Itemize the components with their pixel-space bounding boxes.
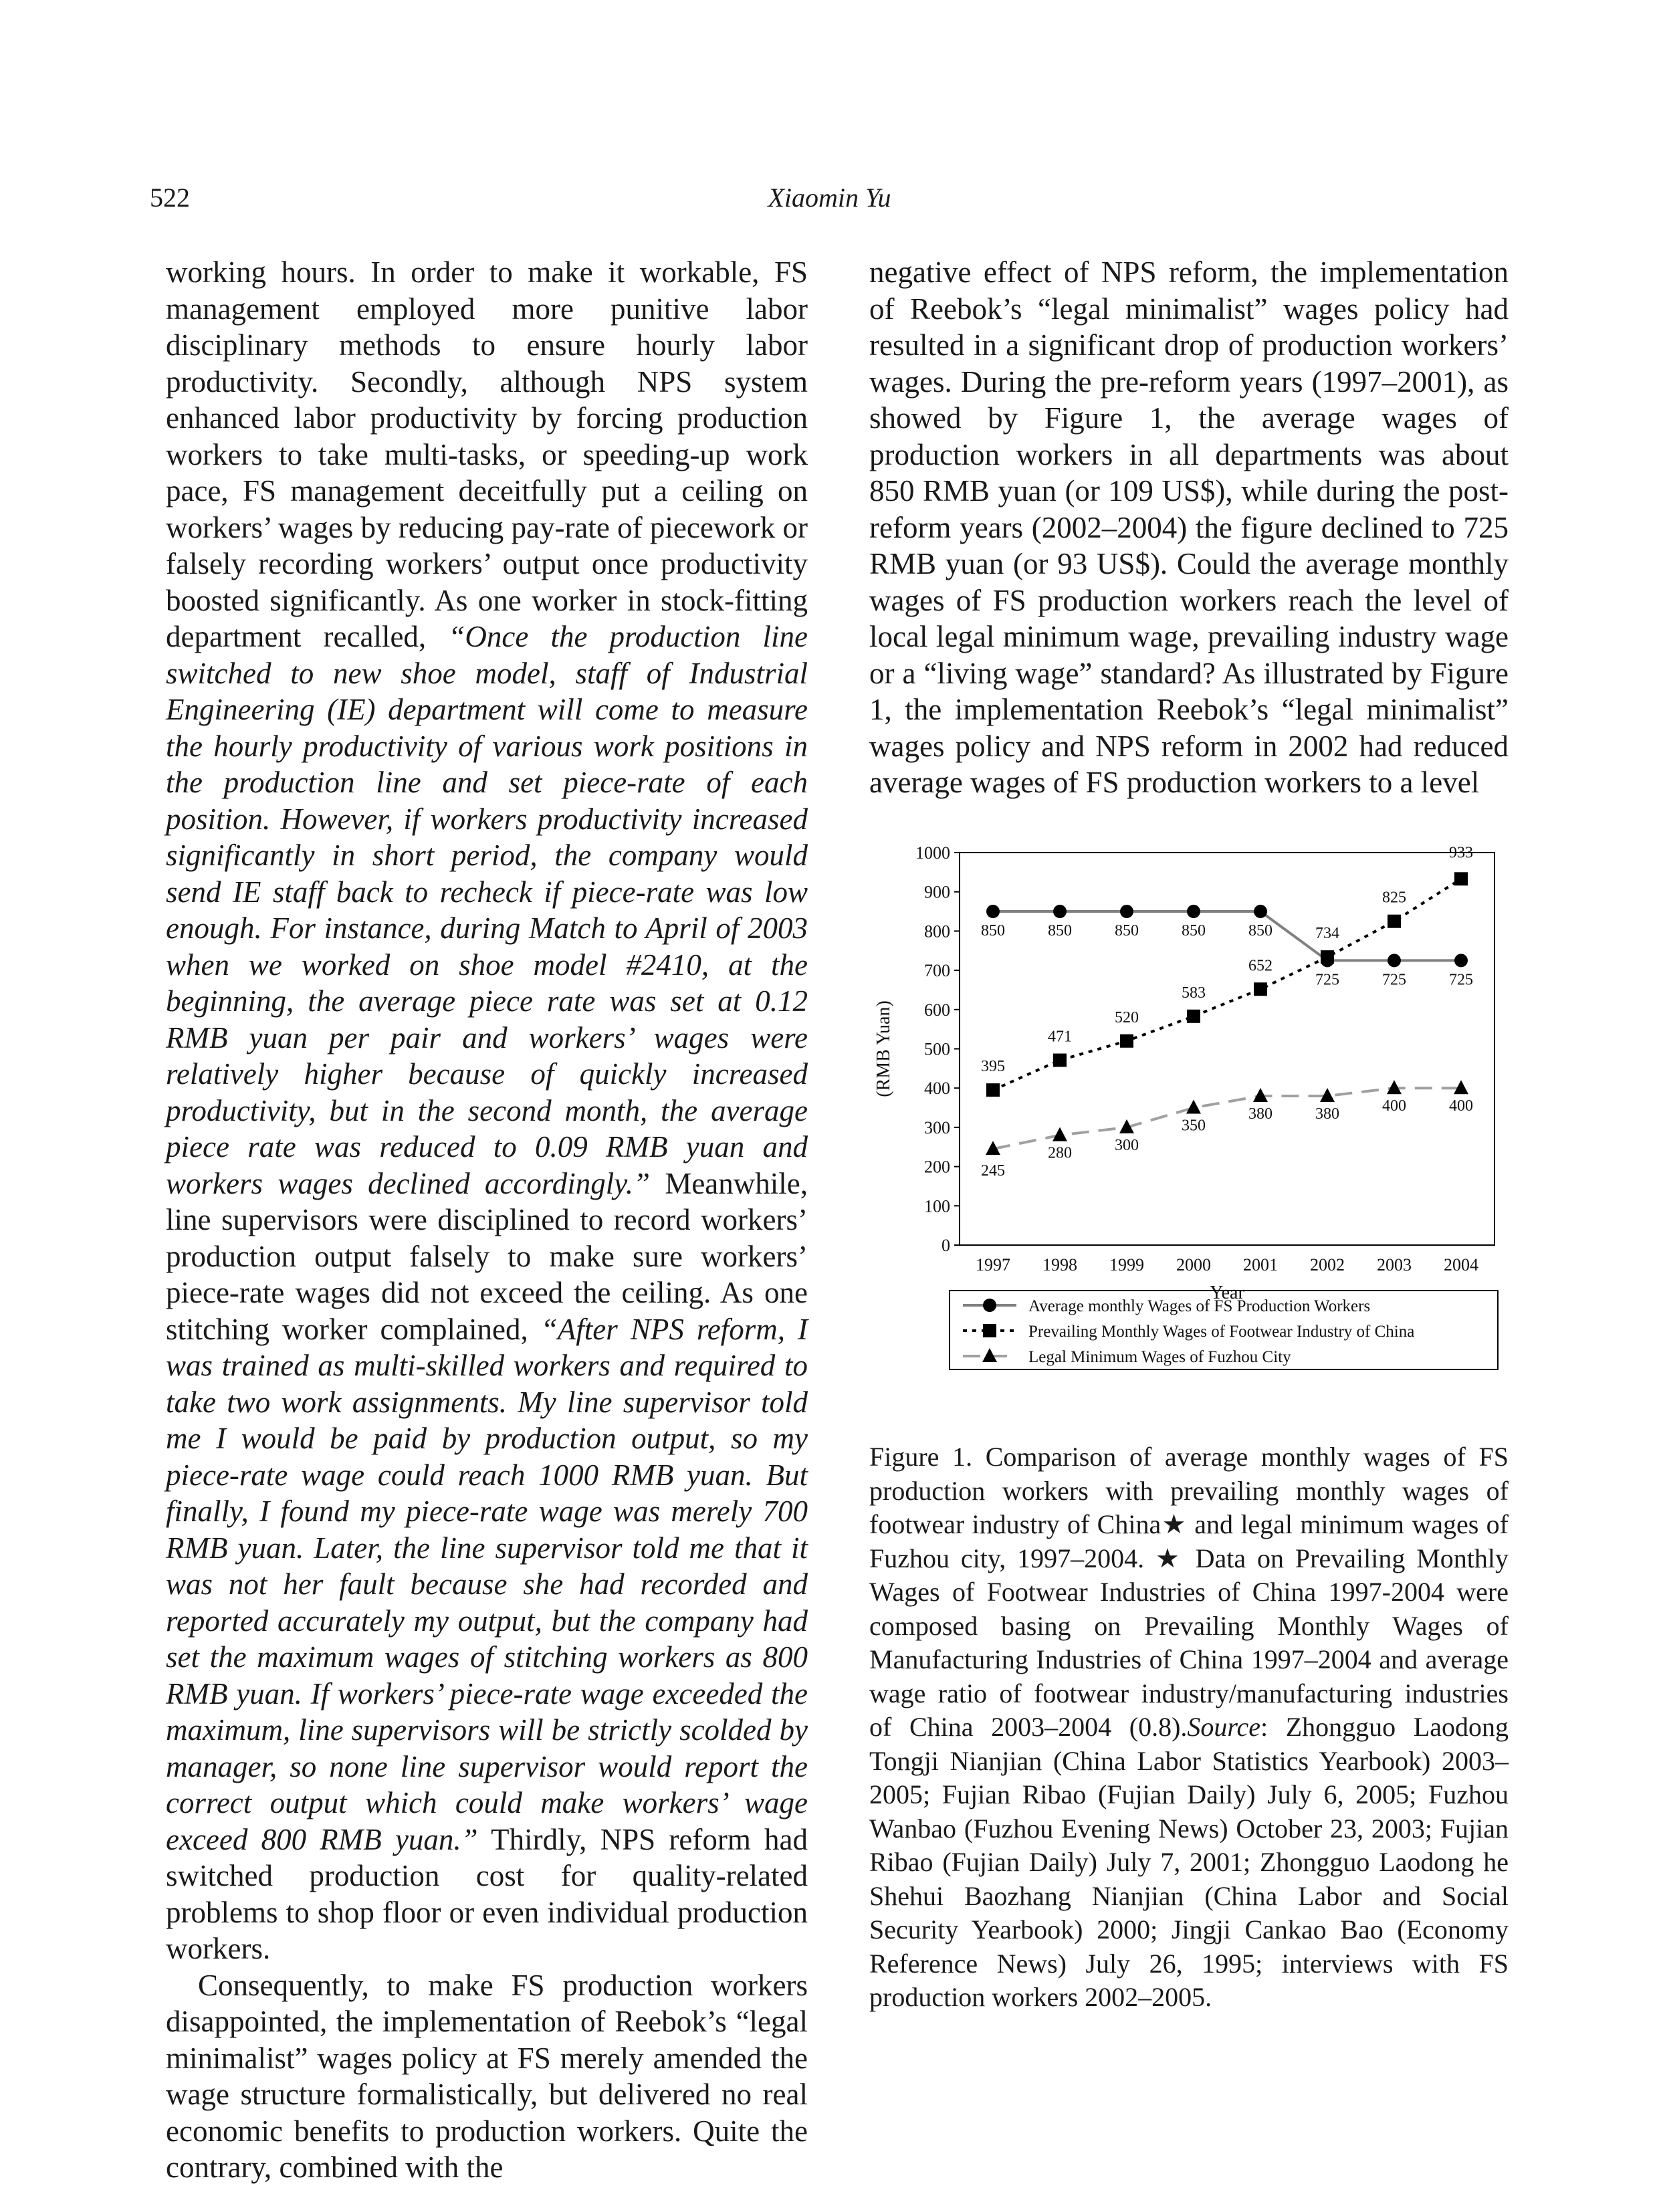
y-tick-label: 800: [924, 921, 950, 942]
y-tick-label: 100: [924, 1196, 950, 1216]
data-point-circle: [1254, 905, 1267, 918]
data-point-square: [1454, 872, 1468, 885]
data-label: 725: [1315, 971, 1339, 989]
left-paragraph-1: [166, 254, 808, 1967]
x-tick-label: 1998: [1042, 1255, 1077, 1275]
data-label: 300: [1115, 1136, 1139, 1154]
data-label: 825: [1382, 889, 1406, 907]
data-point-circle: [1053, 905, 1067, 918]
data-point-circle: [1454, 954, 1468, 967]
data-point-triangle: [1186, 1100, 1201, 1114]
data-point-square: [1120, 1034, 1133, 1048]
left-text-1a: working hours. In order to make it workable, FS management employed more punitive labor disciplinary methods to ensure hourly labor productivity. Secondly, although NPS system enhanced labor productivity by forcing production workers to take multi-tasks, or speeding-up work pace, FS management deceitfully put a ceiling on workers’ wages by reducing pay-rate of piecework or falsely recording workers’ output once productivity boosted significantly. As one worker in stock-fitting department recalled,: [166, 255, 808, 653]
y-tick-label: 400: [924, 1079, 950, 1099]
data-point-square: [1187, 1010, 1200, 1023]
data-point-square: [986, 1083, 1000, 1097]
data-label: 850: [981, 922, 1005, 940]
worker-quote-1: “Once the production line switched to new shoe model, staff of Industrial Engineering (IE) department will come to measure the hourly productivity of various work positions in the production line and set piece-rate of each position. However, if workers productivity increased significantly in short period, the company would send IE staff back to recheck if piece-rate was low enough. For instance, during Match to April of 2003 when we worked on shoe model #2410, at the beginning, the average piece rate was set at 0.12 RMB yuan per pair and workers’ wages were relatively higher because of quickly increased productivity, but in the second month, the average piece rate was reduced to 0.09 RMB yuan and workers wages declined accordingly.”: [166, 620, 808, 1200]
data-label: 380: [1248, 1105, 1273, 1123]
y-tick-label: 0: [942, 1236, 950, 1255]
x-axis-title: Year: [1210, 1283, 1244, 1303]
x-tick-label: 1997: [976, 1255, 1010, 1275]
data-point-circle: [1120, 905, 1133, 918]
data-label: 850: [1115, 922, 1139, 940]
x-tick-label: 2001: [1243, 1255, 1278, 1275]
x-tick-label: 1999: [1109, 1255, 1144, 1275]
worker-quote-2: “After NPS reform, I was trained as multi-skilled workers and required to take two work assignments. My line supervisor told me I would be paid by production output, so my piece-rate wage could reach 1000 RMB yuan. But finally, I found my piece-rate wage was merely 700 RMB yuan. Later, the line supervisor told me that it was not her fault because she had recorded and reported accurately my output, but the company had set the maximum wages of stitching workers as 800 RMB yuan. If workers’ piece-rate wage exceeded the maximum, line supervisors will be strictly scolded by manager, so none line supervisor would report the correct output which could make workers’ wage exceed 800 RMB yuan.”: [166, 1312, 808, 1856]
data-label: 400: [1382, 1097, 1406, 1115]
y-tick-label: 700: [924, 961, 950, 981]
x-tick-label: 2002: [1310, 1255, 1345, 1275]
caption-text: Figure 1. Comparison of average monthly wages of FS production workers with prevailing monthly wages of footwear industry of China★ and legal minimum wages of Fuzhou city, 1997–2004. ★ Data on Prevailing Monthly Wages of Footwear Industries of China 1997-2004 were composed basing on Prevailing Monthly Wages of Manufacturing Industries of China 1997–2004 and average wage ratio of footwear industry/manufacturing industries of China 2003–2004 (0.8).: [869, 1442, 1509, 1742]
left-paragraph-2: Consequently, to make FS production workers disappointed, the implementation of Reebok’s “legal minimalist” wages policy at FS merely amended the wage structure formalistically, but delivered no real economic benefits to production workers. Quite the contrary, combined with the: [166, 1968, 808, 2184]
data-label: 850: [1248, 922, 1273, 940]
data-label: 583: [1182, 984, 1206, 1002]
page-number: 522: [150, 183, 190, 213]
caption-source-label: Source: [1187, 1712, 1260, 1742]
data-point-square: [1388, 915, 1401, 928]
data-label: 380: [1315, 1105, 1339, 1123]
data-point-circle: [1187, 905, 1200, 918]
data-point-square: [1053, 1054, 1067, 1067]
data-point-square: [1321, 950, 1334, 964]
legend-label: Prevailing Monthly Wages of Footwear Industry of China: [1028, 1323, 1415, 1341]
legend-label: Average monthly Wages of FS Production Workers: [1028, 1297, 1371, 1315]
caption-source-text: : Zhongguo Laodong Tongji Nianjian (China Labor Statistics Yearbook) 2003–2005; Fujian Ribao (Fujian Daily) July 6, 2005; Fuzhou Wanbao (Fuzhou Evening News) October 23, 2003; Fujian Ribao (Fujian Daily) July 7, 2001; Zhongguo Laodong he Shehui Baozhang Nianjian (China Labor and Social Security Yearbook) 2000; Jingji Cankao Bao (Economy Reference News) July 26, 1995; interviews with FS production workers 2002–2005.: [869, 1712, 1509, 2012]
y-tick-label: 300: [924, 1117, 950, 1137]
figure-caption: [869, 1440, 1509, 2015]
data-label: 933: [1449, 844, 1473, 862]
data-label: 400: [1449, 1097, 1473, 1115]
y-tick-label: 600: [924, 1000, 950, 1020]
data-point-circle: [986, 905, 1000, 918]
data-point-circle: [1388, 954, 1401, 967]
right-paragraph-1: negative effect of NPS reform, the implementation of Reebok’s “legal minimalist” wages policy had resulted in a significant drop of production workers’ wages. During the pre-reform years (1997–2001), as showed by Figure 1, the average wages of production workers in all departments was about 850 RMB yuan (or 109 US$), while during the post-reform years (2002–2004) the figure declined to 725 RMB yuan (or 93 US$). Could the average monthly wages of FS production workers reach the level of local legal minimum wage, prevailing industry wage or a “living wage” standard? As illustrated by Figure 1, the implementation Reebok’s “legal minimalist” wages policy and NPS reform in 2002 had reduced average wages of FS production workers to a level: [869, 255, 1509, 799]
x-tick-label: 2003: [1377, 1255, 1412, 1275]
data-label: 520: [1115, 1008, 1139, 1026]
legend-marker-square: [983, 1324, 996, 1337]
data-label: 725: [1449, 971, 1473, 989]
data-point-square: [1254, 982, 1267, 996]
data-label: 245: [981, 1162, 1005, 1180]
x-tick-label: 2000: [1176, 1255, 1211, 1275]
left-column: [166, 254, 808, 2186]
y-axis-title: (RMB Yuan): [873, 1000, 894, 1097]
y-tick-label: 900: [924, 882, 950, 902]
right-column: [869, 254, 1509, 801]
left-text-1c: Thirdly, NPS reform had switched production cost for quality-related problems to shop floor or even individual production workers.: [166, 1822, 808, 1965]
left-text-1b: Meanwhile, line supervisors were disciplined to record workers’ production output falsely to make sure workers’ piece-rate wages did not exceed the ceiling. As one stitching worker complained,: [166, 1166, 808, 1346]
running-head-author: Xiaomin Yu: [768, 183, 891, 213]
y-tick-label: 200: [924, 1157, 950, 1177]
data-label: 734: [1315, 925, 1339, 943]
figure-1-chart: [863, 836, 1511, 1424]
data-label: 850: [1182, 922, 1206, 940]
data-label: 395: [981, 1058, 1005, 1076]
data-label: 471: [1048, 1028, 1072, 1046]
data-label: 280: [1048, 1144, 1072, 1162]
data-point-triangle: [1053, 1127, 1067, 1141]
y-tick-label: 500: [924, 1039, 950, 1059]
data-label: 350: [1182, 1117, 1206, 1135]
data-label: 725: [1382, 971, 1406, 989]
legend-label: Legal Minimum Wages of Fuzhou City: [1028, 1348, 1291, 1366]
data-label: 652: [1248, 957, 1273, 975]
chart-svg: [863, 836, 1511, 1424]
y-tick-label: 1000: [915, 843, 950, 863]
data-label: 850: [1048, 922, 1072, 940]
legend-marker-circle: [983, 1299, 996, 1312]
x-tick-label: 2004: [1444, 1255, 1478, 1275]
